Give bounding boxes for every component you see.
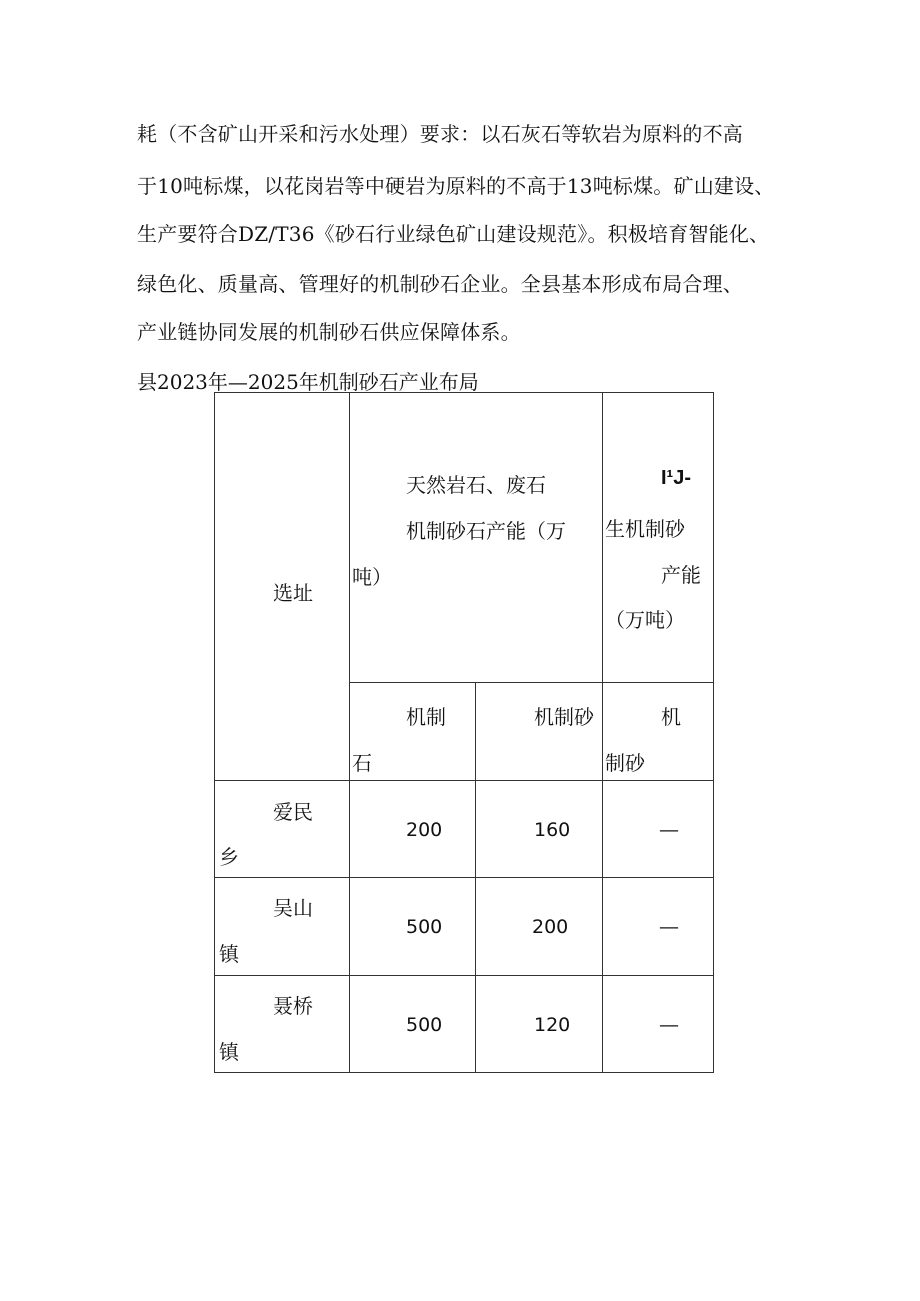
- header-other-line: 产能: [661, 563, 701, 587]
- site-name-line: 乡: [219, 844, 239, 869]
- stone-value: 500: [406, 915, 443, 938]
- site-cell: [215, 877, 350, 975]
- header-natural-line: 吨）: [352, 565, 392, 589]
- subheader-sand-cell: [476, 683, 603, 780]
- subheader-other-sand-line: 机: [661, 705, 681, 730]
- site-cell: [215, 975, 350, 1072]
- subheader-other-sand-line: 制砂: [605, 751, 645, 776]
- table-row: [215, 975, 714, 1072]
- paragraph-line: 绿色化、质量高、管理好的机制砂石企业。全县基本形成布局合理、: [137, 272, 743, 296]
- table-row: [215, 877, 714, 975]
- header-other-line: （万吨）: [605, 608, 685, 632]
- subheader-sand: 机制砂: [534, 705, 594, 730]
- stone-cell: [350, 877, 476, 975]
- site-name-line: 镇: [219, 1039, 239, 1064]
- sand-cell: [476, 780, 603, 877]
- header-site-cell: [215, 393, 350, 781]
- sand-cell: [476, 877, 603, 975]
- header-row: [215, 393, 714, 683]
- capacity-table: [214, 392, 714, 1073]
- paragraph-line: 耗（不含矿山开采和污水处理）要求：以石灰石等软岩为原料的不高: [137, 122, 743, 146]
- paragraph-line: 产业链协同发展的机制砂石供应保障体系。: [137, 320, 521, 344]
- header-other-line: 生机制砂: [605, 517, 685, 541]
- header-natural-line: 天然岩石、废石: [406, 473, 546, 497]
- subheader-other-sand-cell: [603, 683, 714, 780]
- stone-cell: [350, 975, 476, 1072]
- stone-value: 500: [406, 1013, 443, 1036]
- other-value: —: [659, 816, 679, 841]
- subheader-stone-cell: [350, 683, 476, 780]
- site-name-line: 吴山: [273, 895, 313, 920]
- header-site: 选址: [273, 581, 313, 605]
- sand-value: 200: [532, 915, 569, 938]
- header-natural-line: 机制砂石产能（万: [406, 519, 566, 543]
- paragraph-line: 于10吨标煤，以花岗岩等中硬岩为原料的不高于13吨标煤。矿山建设、: [137, 174, 775, 198]
- other-cell: [603, 780, 714, 877]
- stone-value: 200: [406, 818, 443, 841]
- subheader-stone-line: 石: [352, 751, 372, 776]
- header-other-line: I¹J-: [661, 467, 691, 489]
- sand-value: 120: [534, 1013, 571, 1036]
- other-value: —: [659, 1011, 679, 1036]
- header-other-cell: [603, 393, 714, 683]
- header-natural-cell: [350, 393, 603, 683]
- paragraph-line: 生产要符合DZ/T36《砂石行业绿色矿山建设规范》。积极培育智能化、: [137, 222, 770, 246]
- sand-value: 160: [534, 818, 571, 841]
- site-name-line: 聂桥: [273, 993, 313, 1018]
- sand-cell: [476, 975, 603, 1072]
- site-name-line: 镇: [219, 941, 239, 966]
- table-caption: 县2023年—2025年机制砂石产业布局: [137, 370, 479, 394]
- stone-cell: [350, 780, 476, 877]
- table-row: [215, 780, 714, 877]
- other-value: —: [659, 913, 679, 938]
- other-cell: [603, 877, 714, 975]
- other-cell: [603, 975, 714, 1072]
- site-cell: [215, 780, 350, 877]
- site-name-line: 爱民: [273, 799, 313, 824]
- subheader-stone-line: 机制: [406, 705, 446, 730]
